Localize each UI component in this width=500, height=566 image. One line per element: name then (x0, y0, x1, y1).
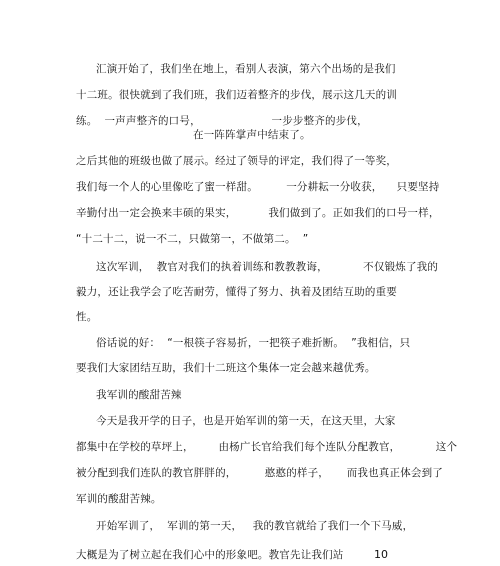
text-line: 被分配到我们连队的教官胖胖的， 憨憨的样子， 而我也真正体会到了 (76, 467, 443, 479)
text-line: 开始军训了， 军训的第一天， 我的教官就给了我们一个下马威， (96, 520, 414, 532)
text-line: 汇演开始了，我们坐在地上，看别人表演，第六个出场的是我们 (96, 63, 396, 75)
text-line: 性。 (76, 311, 98, 323)
text-line: 都集中在学校的草坪上， 由杨广长官给我们每个连队分配教官， 这个 (76, 441, 458, 453)
text-line: 要我们大家团结互助，我们十二班这个集体一定会越来越优秀。 (76, 362, 376, 374)
text-line: 这次军训， 教官对我们的执着训练和教教教诲， 不仅锻炼了我的 (96, 261, 439, 273)
text-line: 我们每一个人的心里像吃了蜜一样甜。 一分耕耘一分收获， 只要坚持 (76, 181, 440, 193)
text-line: 辛勤付出一定会换来丰硕的果实， 我们做到了。正如我们的口号一样， (76, 207, 440, 219)
text-line: 俗话说的好： “一根筷子容易折，一把筷子难折断。 ”我相信，只 (96, 337, 411, 349)
text-line: “十二十二，说一不二，只做第一，不做第二。 ” (76, 233, 309, 245)
text-line: 毅力，还让我学会了吃苦耐劳，懂得了努力、执着及团结互助的重要 (76, 286, 397, 298)
text-line: 大概是为了树立起在我们心中的形象吧。教官先让我们站 (76, 549, 344, 561)
text-line: 军训的酸甜苦辣。 (76, 493, 162, 505)
page-number: 10 (374, 548, 388, 561)
text-line: 在一阵阵掌声中结束了。 (193, 129, 311, 141)
text-line: 今天是我开学的日子，也是开始军训的第一天，在这天里，大家 (96, 415, 396, 427)
text-line: 之后其他的班级也做了展示。经过了领导的评定，我们得了一等奖， (76, 155, 397, 167)
text-line: 练。 一声声整齐的口号， 一步步整齐的步伐， (76, 115, 368, 127)
text-line: 十二班。很快就到了我们班，我们迈着整齐的步伐，展示这几天的训 (76, 89, 397, 101)
section-heading: 我军训的酸甜苦辣 (96, 389, 182, 401)
